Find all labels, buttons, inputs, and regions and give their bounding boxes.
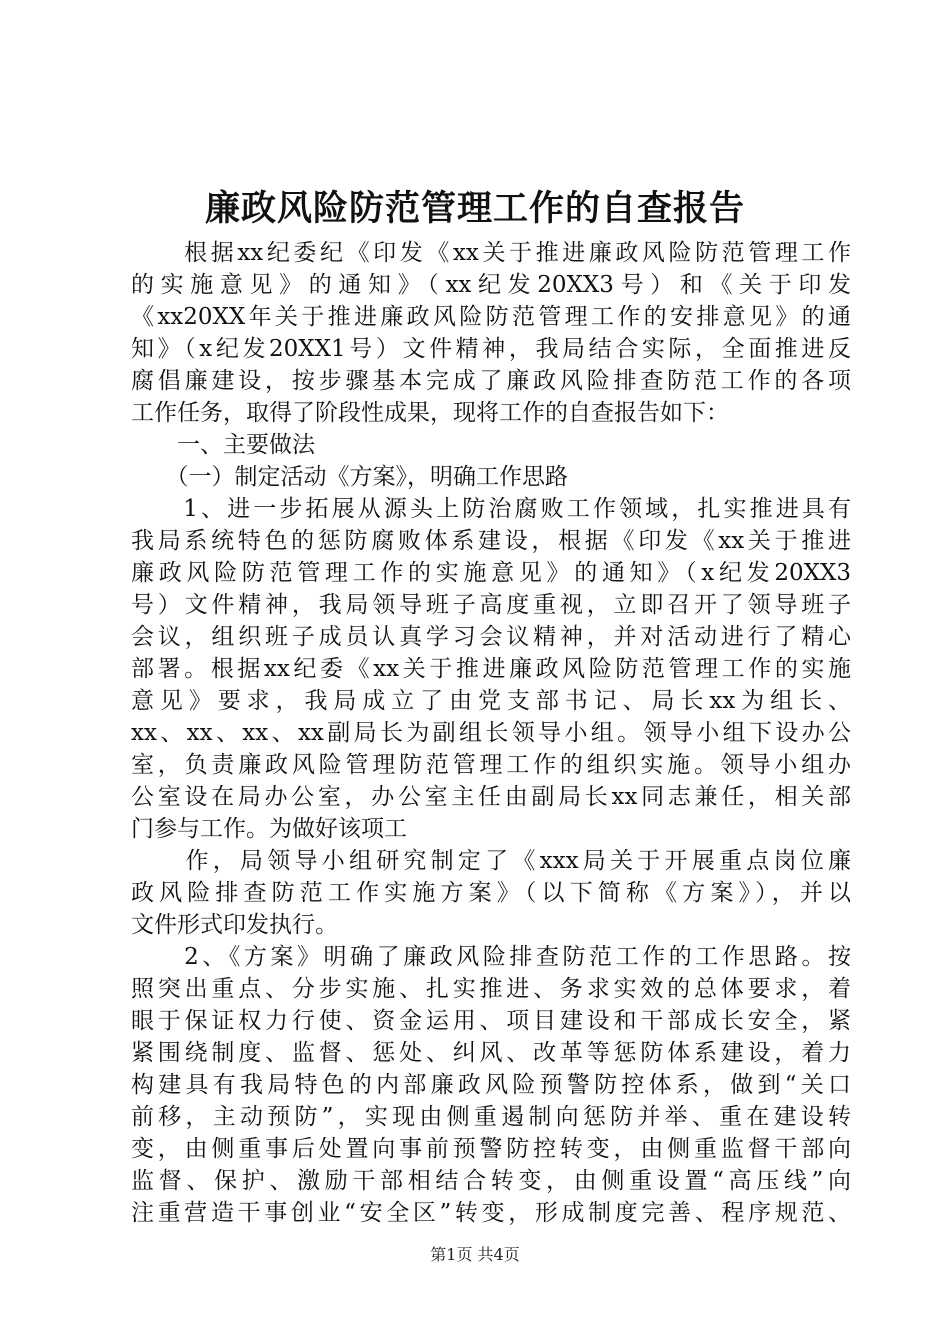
body-line: 腐倡廉建设，按步骤基本完成了廉政风险排查防范工作的各项 xyxy=(131,368,851,394)
body-line: 文件形式印发执行。 xyxy=(131,912,338,938)
body-line: 根据xx纪委纪《印发《xx关于推进廉政风险防范管理工作 xyxy=(131,240,851,266)
body-line: 紧围绕制度、监督、惩处、纠风、改革等惩防体系建设，着力 xyxy=(131,1040,851,1066)
body-line: 部署。根据xx纪委《xx关于推进廉政风险防范管理工作的实施 xyxy=(131,656,851,682)
section-heading: 一、主要做法 xyxy=(131,432,315,458)
body-line: 构建具有我局特色的内部廉政风险预警防控体系，做到“关口 xyxy=(131,1072,851,1098)
body-line: 1、进一步拓展从源头上防治腐败工作领域，扎实推进具有 xyxy=(131,496,851,522)
body-line: 意见》要求，我局成立了由党支部书记、局长xx为组长、 xyxy=(131,688,851,714)
body-line: 变，由侧重事后处置向事前预警防控转变，由侧重监督干部向 xyxy=(131,1136,851,1162)
body-line: xx、xx、xx、xx副局长为副组长领导小组。领导小组下设办公 xyxy=(131,720,851,746)
body-line: 知》（x纪发20XX1号）文件精神，我局结合实际，全面推进反 xyxy=(131,336,851,362)
body-line: 室，负责廉政风险管理防范管理工作的组织实施。领导小组办 xyxy=(131,752,851,778)
body-line: 2、《方案》明确了廉政风险排查防范工作的工作思路。按 xyxy=(131,944,851,970)
document-title: 廉政风险防范管理工作的自查报告 xyxy=(204,188,745,229)
body-line: 眼于保证权力行使、资金运用、项目建设和干部成长安全，紧 xyxy=(131,1008,851,1034)
body-line: 监督、保护、激励干部相结合转变，由侧重设置“高压线”向 xyxy=(131,1168,851,1194)
body-line: 作，局领导小组研究制定了《xxx局关于开展重点岗位廉 xyxy=(131,848,851,874)
body-line: 照突出重点、分步实施、扎实推进、务求实效的总体要求，着 xyxy=(131,976,851,1002)
body-line: 《xx20XX年关于推进廉政风险防范管理工作的安排意见》的通 xyxy=(131,304,851,330)
body-line: 门参与工作。为做好该项工 xyxy=(131,816,407,842)
page-number-footer: 第1页 共4页 xyxy=(430,1245,520,1264)
document-body xyxy=(131,237,851,1229)
body-line: 廉政风险防范管理工作的实施意见》的通知》（x纪发20XX3 xyxy=(131,560,851,586)
subsection-heading: （一）制定活动《方案》，明确工作思路 xyxy=(131,464,568,490)
body-line: 会议，组织班子成员认真学习会议精神，并对活动进行了精心 xyxy=(131,624,851,650)
body-line: 的实施意见》的通知》（xx纪发20XX3号）和《关于印发 xyxy=(131,272,851,298)
body-line: 注重营造干事创业“安全区”转变，形成制度完善、程序规范、 xyxy=(131,1200,851,1226)
body-line: 政风险排查防范工作实施方案》（以下简称《方案》），并以 xyxy=(131,880,851,906)
body-line: 前移，主动预防”，实现由侧重遏制向惩防并举、重在建设转 xyxy=(131,1104,851,1130)
body-line: 工作任务，取得了阶段性成果，现将工作的自查报告如下： xyxy=(131,400,729,426)
body-line: 号）文件精神，我局领导班子高度重视，立即召开了领导班子 xyxy=(131,592,851,618)
body-line: 我局系统特色的惩防腐败体系建设，根据《印发《xx关于推进 xyxy=(131,528,851,554)
body-line: 公室设在局办公室，办公室主任由副局长xx同志兼任，相关部 xyxy=(131,784,851,810)
